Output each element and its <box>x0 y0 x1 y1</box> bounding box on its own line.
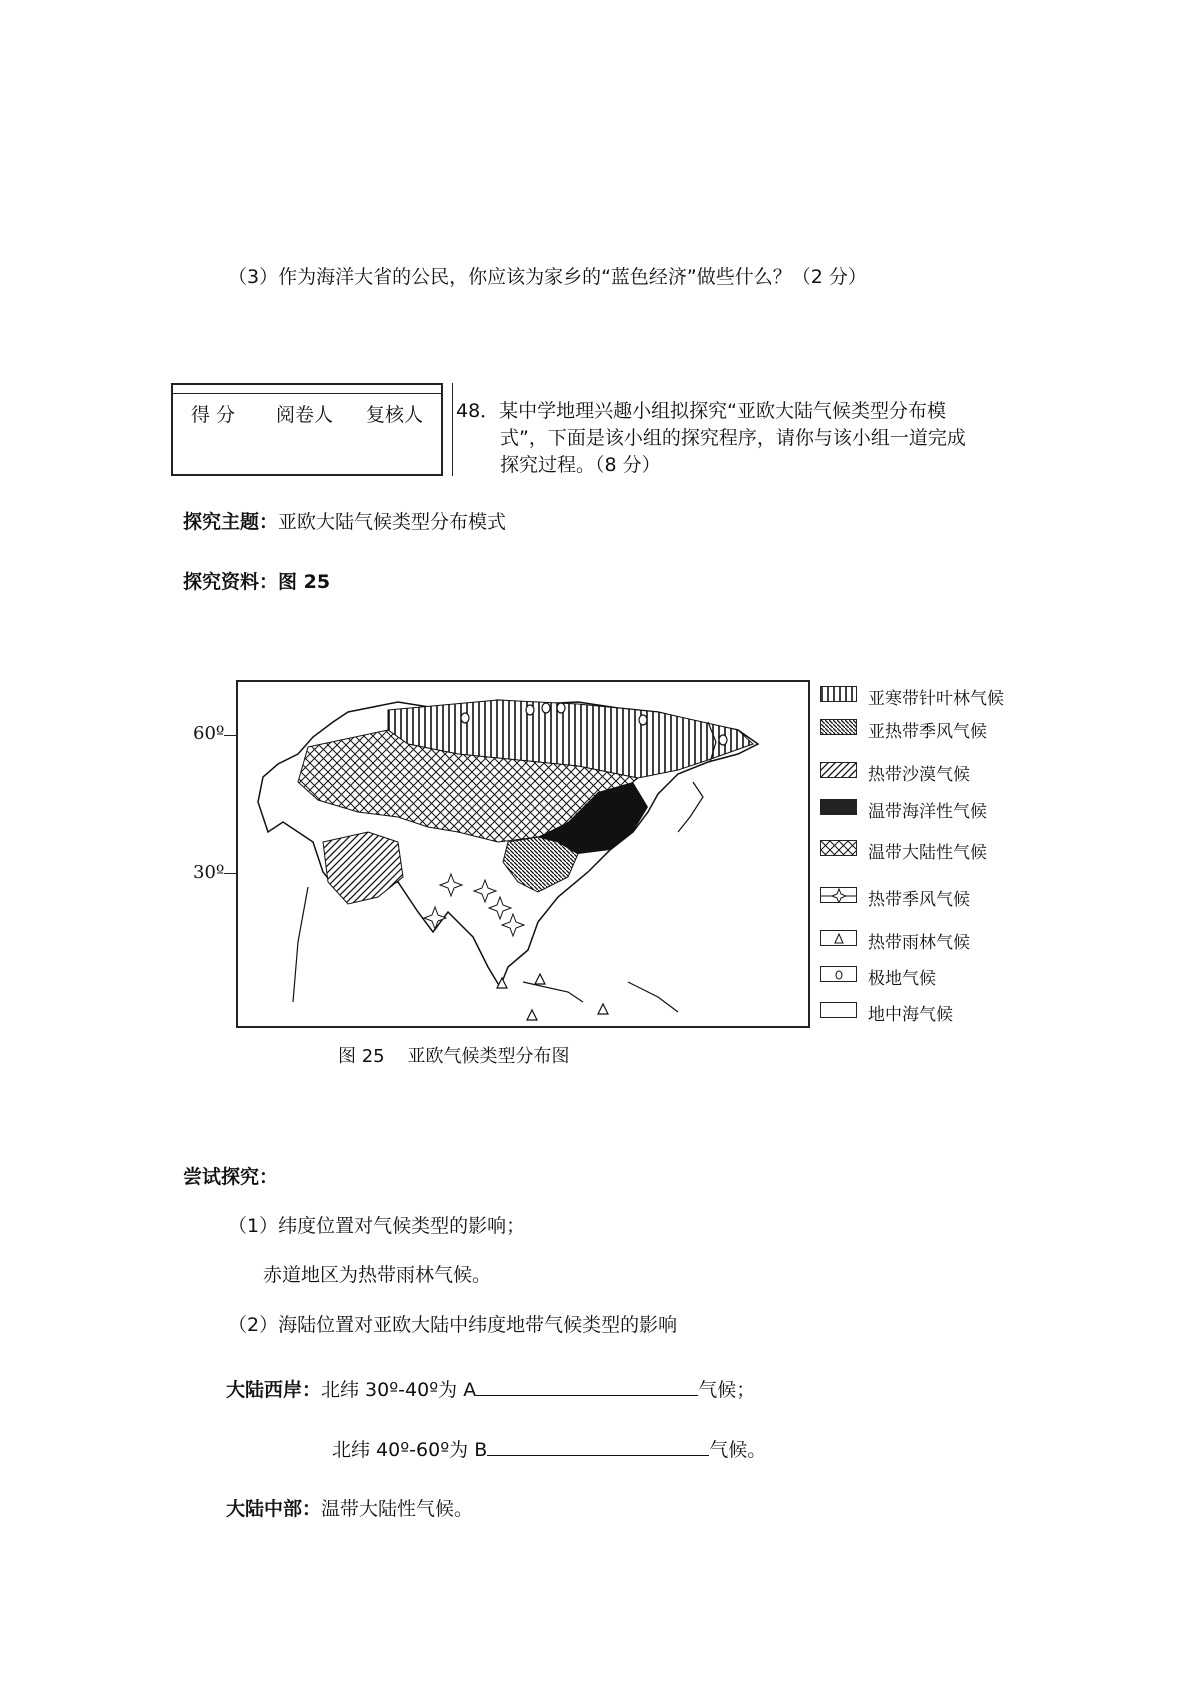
explore-item-1: （1）纬度位置对气候类型的影响； <box>228 1215 526 1237</box>
explore-label: 尝试探究： <box>183 1166 279 1188</box>
dense-diagonal-swatch-icon <box>820 719 857 735</box>
latitude-60-label: 60º <box>193 723 225 744</box>
west-b-suffix: 气候。 <box>709 1439 767 1461</box>
circle-swatch-icon <box>820 966 857 982</box>
climate-map <box>236 680 810 1028</box>
reader-label: 阅卷人 <box>276 404 334 426</box>
triangle-swatch-icon <box>820 930 857 946</box>
topic-line <box>183 513 506 532</box>
legend-label: 亚寒带针叶林气候 <box>868 689 1004 709</box>
west-coast-line-a <box>226 1377 755 1400</box>
question-separator <box>452 383 453 476</box>
explore-item-2: （2）海陆位置对亚欧大陆中纬度地带气候类型的影响 <box>228 1314 678 1336</box>
star-swatch-icon <box>820 887 857 903</box>
blank-swatch-icon <box>820 1002 857 1018</box>
answer-blank-a[interactable] <box>476 1377 698 1396</box>
west-a-suffix: 气候； <box>698 1379 756 1401</box>
latitude-30-label: 30º <box>193 862 225 883</box>
middle-label: 大陆中部： <box>226 1498 322 1520</box>
dark-fill-swatch-icon <box>820 799 857 815</box>
topic-value: 亚欧大陆气候类型分布模式 <box>278 511 507 533</box>
question-48-line-2: 式”，下面是该小组的探究程序，请你与该小组一道完成 <box>500 427 966 449</box>
question-48-line-3: 探究过程。（8 分） <box>500 454 661 476</box>
cross-hatch-swatch-icon <box>820 840 857 856</box>
question-3-text: （3）作为海洋大省的公民，你应该为家乡的“蓝色经济”做些什么？（2 分） <box>228 266 867 288</box>
west-a-prefix: 北纬 30º-40º为 A <box>321 1379 477 1401</box>
legend-label: 温带海洋性气候 <box>868 802 987 822</box>
legend-label: 热带雨林气候 <box>868 933 970 953</box>
score-label: 得 分 <box>191 404 236 426</box>
vertical-lines-swatch-icon <box>820 686 857 702</box>
eurasia-map-drawing <box>238 682 810 1028</box>
legend-label: 热带沙漠气候 <box>868 765 970 785</box>
west-coast-label: 大陆西岸： <box>226 1379 322 1401</box>
score-box <box>171 383 443 476</box>
legend-label: 热带季风气候 <box>868 890 970 910</box>
figure-caption: 图 25 亚欧气候类型分布图 <box>338 1046 570 1067</box>
material-label: 探究资料：图 25 <box>183 571 331 593</box>
explore-item-1-answer: 赤道地区为热带雨林气候。 <box>263 1264 492 1286</box>
west-coast-line-b <box>332 1437 766 1460</box>
legend-label: 地中海气候 <box>868 1005 953 1025</box>
west-b-prefix: 北纬 40º-60º为 B <box>332 1439 488 1461</box>
checker-label: 复核人 <box>366 404 424 426</box>
middle-value: 温带大陆性气候。 <box>321 1498 474 1520</box>
legend-label: 极地气候 <box>868 969 936 989</box>
question-48-line-1: 48．某中学地理兴趣小组拟探究“亚欧大陆气候类型分布模 <box>456 400 947 422</box>
legend-label: 亚热带季风气候 <box>868 722 987 742</box>
legend-label: 温带大陆性气候 <box>868 843 987 863</box>
topic-label: 探究主题： <box>183 511 279 533</box>
answer-blank-b[interactable] <box>487 1437 709 1456</box>
continent-middle-line <box>226 1500 473 1519</box>
diagonal-lines-swatch-icon <box>820 762 857 778</box>
